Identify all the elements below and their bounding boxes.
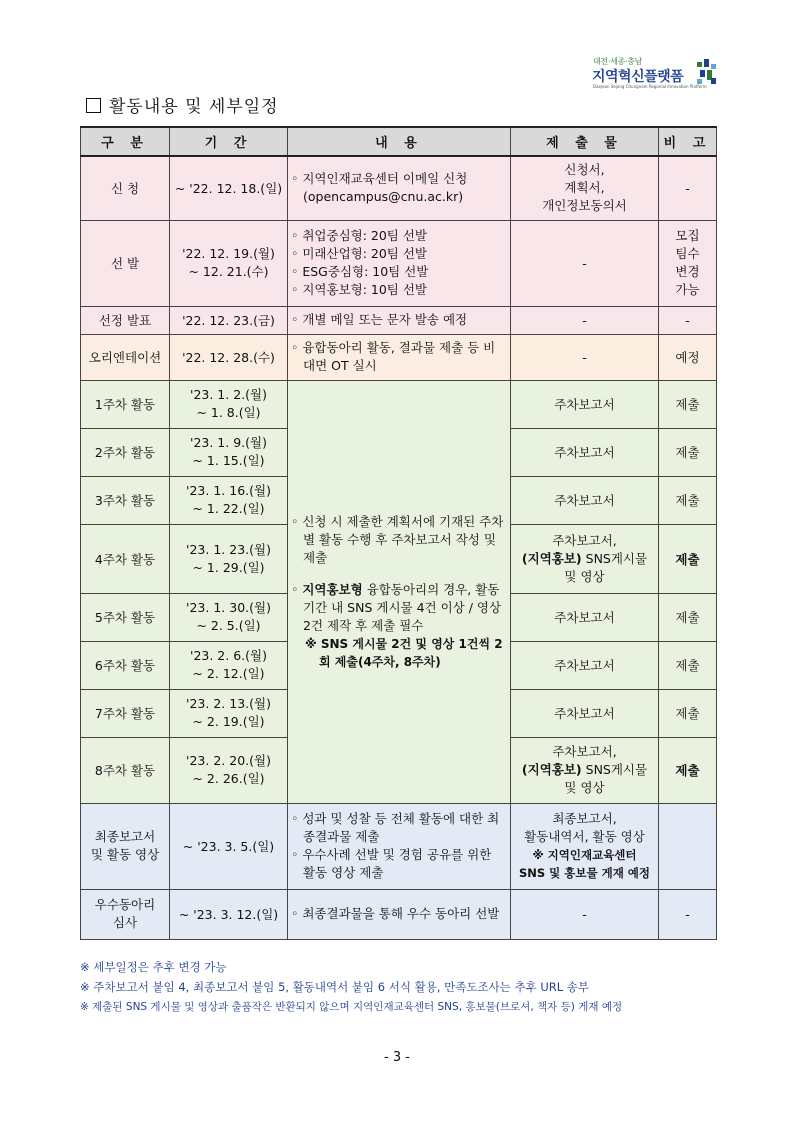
cell-submission: - [511, 220, 659, 306]
content-line: ◦ 융합동아리 활동, 결과물 제출 등 비대면 OT 실시 [291, 340, 496, 373]
cell-submission: - [511, 889, 659, 939]
category-line: 및 활동 영상 [90, 847, 160, 862]
submission-line: 최종보고서, [552, 811, 617, 826]
table-row [81, 334, 717, 380]
cell-category: 7주차 활동 [81, 689, 170, 737]
cell-category: 2주차 활동 [81, 428, 170, 476]
category-line: 심사 [112, 915, 138, 930]
content-line: ◦ 성과 및 성찰 등 전체 활동에 대한 최종결과물 제출 [291, 811, 500, 844]
cell-period: ~ '23. 3. 5.(일) [170, 803, 288, 889]
content-line: ◦ ESG중심형: 10팀 선발 [291, 264, 429, 279]
cell-period: '22. 12. 23.(금) [170, 306, 288, 334]
submission-line: 및 영상 [564, 568, 605, 584]
submission-line: 및 영상 [564, 780, 605, 795]
cell-note: - [659, 889, 717, 939]
period-line: '22. 12. 19.(월) [182, 246, 275, 261]
cell-period [170, 524, 288, 593]
cell-content [288, 334, 511, 380]
cell-content [288, 156, 511, 220]
footnote: ※ 세부일정은 추후 변경 가능 [80, 960, 227, 974]
cell-note: 제출 [659, 524, 717, 593]
period-line: ~ 1. 22.(일) [192, 501, 265, 516]
table-header-row [81, 127, 717, 156]
period-line: ~ 1. 15.(일) [192, 453, 265, 468]
submission-line: 주차보고서, [552, 532, 617, 548]
cell-period [170, 689, 288, 737]
period-line: ~ 12. 21.(수) [188, 264, 269, 279]
submission-bold: (지역홍보) [521, 762, 582, 777]
cell-category: 5주차 활동 [81, 593, 170, 641]
period-line: ~ 2. 26.(일) [192, 771, 265, 786]
note-line: 팀수 [675, 246, 700, 261]
cell-category: 선 발 [81, 220, 170, 306]
logo [590, 52, 720, 92]
submission-line [514, 550, 655, 568]
period-line: ~ 1. 8.(일) [196, 405, 261, 420]
content-line: ◦ 취업중심형: 20팀 선발 [291, 228, 428, 243]
cell-note [659, 220, 717, 306]
section-heading [86, 92, 279, 117]
cell-note: 제출 [659, 380, 717, 428]
note-line: 변경 [675, 264, 700, 279]
table-row [81, 306, 717, 334]
cell-submission: 주차보고서 [511, 593, 659, 641]
content-weekly-item2 [291, 581, 507, 635]
submission-line: 개인정보동의서 [542, 198, 627, 214]
cell-category: 8주차 활동 [81, 737, 170, 803]
footnote: ※ 제출된 SNS 게시물 및 영상과 출품작은 반환되지 않으며 지역인재교육센터 SNS, 홍보물(브로셔, 책자 등) 게재 예정 [80, 1001, 623, 1013]
period-line: '23. 2. 6.(월) [190, 648, 267, 663]
cell-note: 제출 [659, 428, 717, 476]
content-line: (opencampus@cnu.ac.kr) [303, 189, 464, 205]
cell-note [659, 803, 717, 889]
submission-line: 활동내역서, 활동 영상 [524, 829, 645, 844]
cell-content: ◦ 최종결과물을 통해 우수 동아리 선발 [288, 889, 511, 939]
logo-english: Daejeon Sejong Chungnam Regional Innovation Platform [593, 84, 707, 89]
header-category: 구 분 [81, 127, 170, 156]
table-row [81, 889, 717, 939]
period-line: ~ 2. 5.(일) [196, 618, 261, 633]
cell-note: - [659, 306, 717, 334]
cell-content [288, 220, 511, 306]
cell-period: ~ '22. 12. 18.(일) [170, 156, 288, 220]
cell-period [170, 737, 288, 803]
period-line: ~ 1. 29.(일) [192, 559, 265, 575]
content-line: ◦ 우수사례 선발 및 경험 공유를 위한 활동 영상 제출 [291, 847, 492, 880]
cell-submission: 주차보고서 [511, 689, 659, 737]
submission-line: 주차보고서, [552, 744, 617, 759]
submission-note: ※ 지역인재교육센터 SNS 및 홍보물 게재 예정 [518, 848, 651, 880]
cell-weekly-content [288, 380, 511, 803]
submission-bold: (지역홍보) [521, 550, 582, 566]
section-heading-text: 활동내용 및 세부일정 [109, 97, 279, 117]
cell-period [170, 220, 288, 306]
category-line: 최종보고서 [94, 829, 156, 844]
cell-category: 1주차 활동 [81, 380, 170, 428]
period-line: '23. 1. 9.(월) [190, 435, 267, 450]
cell-category: 선정 발표 [81, 306, 170, 334]
cell-category: 오리엔테이션 [81, 334, 170, 380]
cell-submission: - [511, 306, 659, 334]
cell-submission: 주차보고서 [511, 476, 659, 524]
cell-category: 6주차 활동 [81, 641, 170, 689]
logo-title: 지역혁신플랫폼 [592, 69, 684, 85]
cell-submission: 주차보고서 [511, 428, 659, 476]
category-line: 우수동아리 [94, 897, 156, 912]
header-submission: 제 출 물 [511, 127, 659, 156]
period-line: '23. 2. 20.(월) [186, 753, 271, 768]
cell-period: ~ '23. 3. 12.(일) [170, 889, 288, 939]
table-row [81, 803, 717, 889]
cell-period [170, 593, 288, 641]
cell-submission [511, 524, 659, 593]
period-line: ~ 2. 19.(일) [192, 714, 265, 729]
period-line: '23. 1. 30.(월) [186, 600, 271, 615]
bullet: ◦ [291, 581, 303, 597]
cell-note: - [659, 156, 717, 220]
cell-note: 제출 [659, 641, 717, 689]
content-weekly-item1: ◦ 신청 시 제출한 계획서에 기재된 주차별 활동 수행 후 주차보고서 작성 및 제출 [291, 513, 504, 565]
cell-submission: 주차보고서 [511, 380, 659, 428]
cell-category [81, 803, 170, 889]
header-content: 내 용 [288, 127, 511, 156]
cell-note: 제출 [659, 476, 717, 524]
cell-submission [511, 737, 659, 803]
submission-line: 신청서, [564, 162, 605, 178]
footnotes [80, 957, 622, 1017]
submission-line: 계획서, [564, 180, 605, 196]
period-line: '23. 1. 23.(월) [186, 541, 271, 557]
submission-line [514, 761, 655, 779]
cell-category [81, 889, 170, 939]
period-line: ~ 2. 12.(일) [192, 666, 265, 681]
cell-content: ◦ 개별 메일 또는 문자 발송 예정 [288, 306, 511, 334]
content-gap [291, 567, 507, 581]
header-note: 비 고 [659, 127, 717, 156]
logo-subtitle: 대전·세종·충남 [593, 57, 643, 66]
note-line: 가능 [675, 282, 700, 297]
content-line: ◦ 미래산업형: 20팀 선발 [291, 246, 428, 261]
cell-note: 예정 [659, 334, 717, 380]
cell-period [170, 380, 288, 428]
schedule-table [80, 126, 717, 940]
cell-category: 4주차 활동 [81, 524, 170, 593]
content-weekly-note: ※ SNS 게시물 2건 및 영상 1건씩 2회 제출(4주차, 8주차) [305, 636, 503, 669]
cell-period [170, 476, 288, 524]
content-line: ◦ 지역인재교육센터 이메일 신청 [291, 171, 468, 187]
table-row [81, 156, 717, 220]
table-row [81, 220, 717, 306]
cell-category: 신 청 [81, 156, 170, 220]
note-line: 모집 [675, 228, 700, 243]
page-number: - 3 - [384, 1050, 410, 1065]
period-line: '23. 2. 13.(월) [186, 696, 271, 711]
cell-note: 제출 [659, 737, 717, 803]
cell-note: 제출 [659, 689, 717, 737]
content-line: ◦ 지역홍보형: 10팀 선발 [291, 282, 428, 297]
cell-period: '22. 12. 28.(수) [170, 334, 288, 380]
cell-submission: 주차보고서 [511, 641, 659, 689]
cell-submission [511, 156, 659, 220]
period-line: '23. 1. 16.(월) [186, 483, 271, 498]
cell-category: 3주차 활동 [81, 476, 170, 524]
cell-period [170, 428, 288, 476]
period-line: '23. 1. 2.(월) [190, 387, 267, 402]
cell-submission: - [511, 334, 659, 380]
header-period: 기 간 [170, 127, 288, 156]
content-text: 융합동아리의 경우, 활동기간 내 SNS 게시물 4건 이상 / 영상 2건 제작 후 제출 필수 [303, 581, 502, 633]
cell-content [288, 803, 511, 889]
logo-mark-icon [695, 58, 719, 88]
checkbox-square-icon [86, 98, 101, 113]
table-row [81, 380, 717, 428]
cell-submission [511, 803, 659, 889]
content-bold: 지역홍보형 [302, 581, 363, 597]
cell-period [170, 641, 288, 689]
submission-text: SNS게시물 [581, 550, 648, 566]
submission-text: SNS게시물 [581, 762, 648, 777]
cell-note: 제출 [659, 593, 717, 641]
footnote: ※ 주차보고서 붙임 4, 최종보고서 붙임 5, 활동내역서 붙임 6 서식 활용, 만족도조사는 추후 URL 송부 [80, 980, 590, 994]
